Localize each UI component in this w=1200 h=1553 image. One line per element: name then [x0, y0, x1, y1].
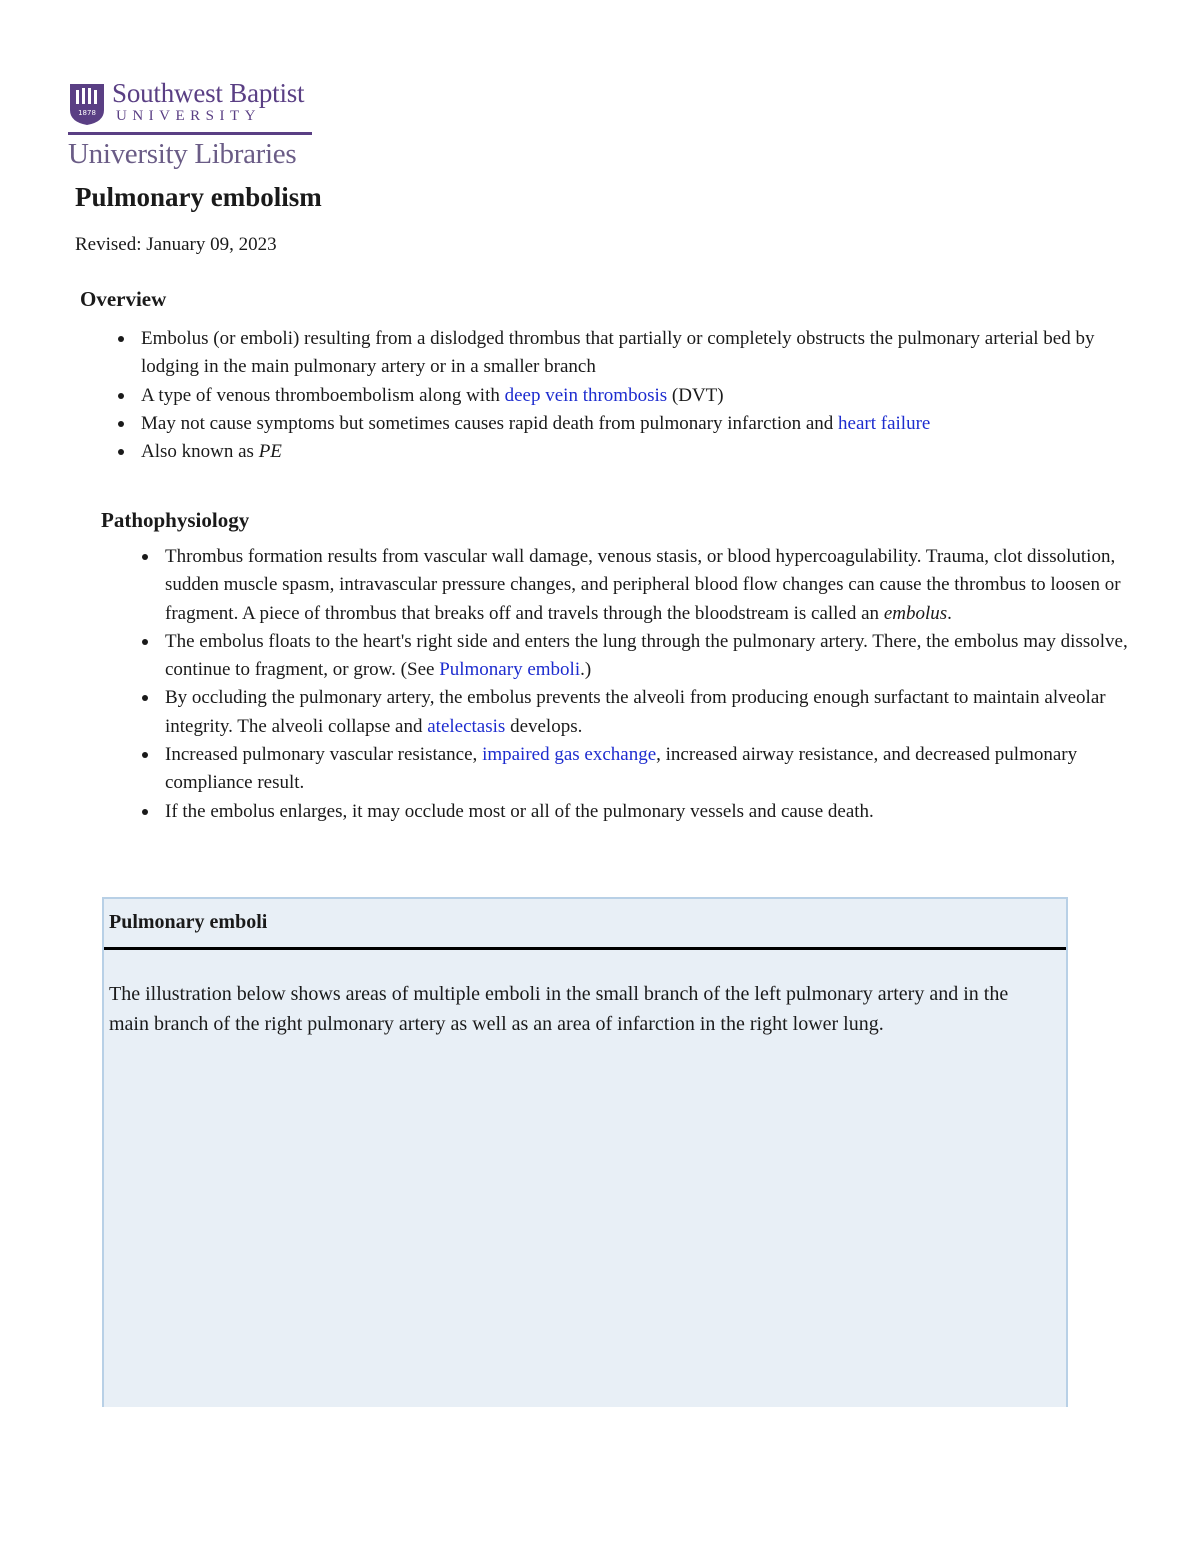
page-title: Pulmonary embolism [75, 182, 322, 212]
list-item [140, 543, 1130, 628]
item-text: (DVT) [667, 384, 724, 406]
pathophysiology-heading: Pathophysiology [101, 508, 250, 532]
item-text: develops. [505, 715, 583, 737]
list-item [140, 628, 1130, 685]
logo-university: UNIVERSITY [116, 108, 261, 124]
item-emphasis: embolus [883, 602, 948, 624]
list-item [116, 438, 1126, 466]
impaired-gas-exchange-link[interactable]: impaired gas exchange [482, 744, 657, 766]
deep-vein-thrombosis-link[interactable]: deep vein thrombosis [504, 384, 668, 406]
list-item [116, 410, 1126, 438]
box-divider [104, 947, 1066, 950]
overview-list [116, 325, 1126, 466]
pulmonary-emboli-link[interactable]: Pulmonary emboli [439, 659, 581, 681]
item-emphasis: PE [258, 441, 282, 463]
logo-libraries: University Libraries [68, 138, 297, 170]
item-text: If the embolus enlarges, it may occlude most or all of the pulmonary vessels and cause death. [165, 800, 874, 822]
item-text: . [947, 602, 952, 624]
crest-year: 1878 [78, 109, 96, 117]
item-text: Increased pulmonary vascular resistance, [165, 744, 483, 766]
box-description: The illustration below shows areas of multiple emboli in the small branch of the left pulmonary artery and in the main branch of the right pulmonary artery as well as an area of infarction in the right lower lung. [109, 983, 1009, 1035]
logo-wordmark: Southwest Baptist [112, 78, 305, 108]
overview-heading: Overview [80, 287, 167, 311]
box-title: Pulmonary emboli [109, 911, 268, 933]
list-item [116, 382, 1126, 410]
list-item [140, 798, 1130, 826]
revised-date: Revised: January 09, 2023 [75, 234, 277, 255]
atelectasis-link[interactable]: atelectasis [427, 715, 506, 737]
item-text: Embolus (or emboli) resulting from a dislodged thrombus that partially or completely obstructs the pulmonary arterial bed by lodging in the main pulmonary artery or in a smaller branch [141, 328, 1095, 378]
item-text: By occluding the pulmonary artery, the embolus prevents the alveoli from producing enough surfactant to maintain alveolar integrity. The alveoli collapse and [165, 687, 1106, 737]
item-text: Thrombus formation results from vascular wall damage, venous stasis, or blood hypercoagulability. Trauma, clot dissolution, sudden muscle spasm, intravascular pressure changes, and peripheral blood flow changes can cause the thrombus to loosen or fragment. A piece of thrombus that breaks off and travels through the bloodstream is called an [165, 546, 1121, 624]
list-item [116, 325, 1126, 382]
item-text: , increased airway resistance, and decreased pulmonary compliance result. [165, 744, 1078, 794]
item-text: .) [580, 659, 592, 681]
item-text: The embolus floats to the heart's right side and enters the lung through the pulmonary artery. There, the embolus may dissolve, continue to fragment, or grow. (See [165, 630, 1128, 681]
university-libraries-logo [68, 76, 318, 176]
heart-failure-link[interactable]: heart failure [838, 412, 931, 434]
list-item [140, 741, 1130, 798]
item-text: Also known as [141, 441, 259, 463]
item-text: A type of venous thromboembolism along with [141, 384, 505, 406]
university-crest-icon [68, 80, 106, 126]
list-item [140, 684, 1130, 741]
logo-divider [68, 132, 312, 135]
item-text: May not cause symptoms but sometimes causes rapid death from pulmonary infarction and [141, 412, 839, 434]
pulmonary-emboli-box [102, 897, 1068, 1407]
pathophysiology-list [140, 543, 1130, 826]
